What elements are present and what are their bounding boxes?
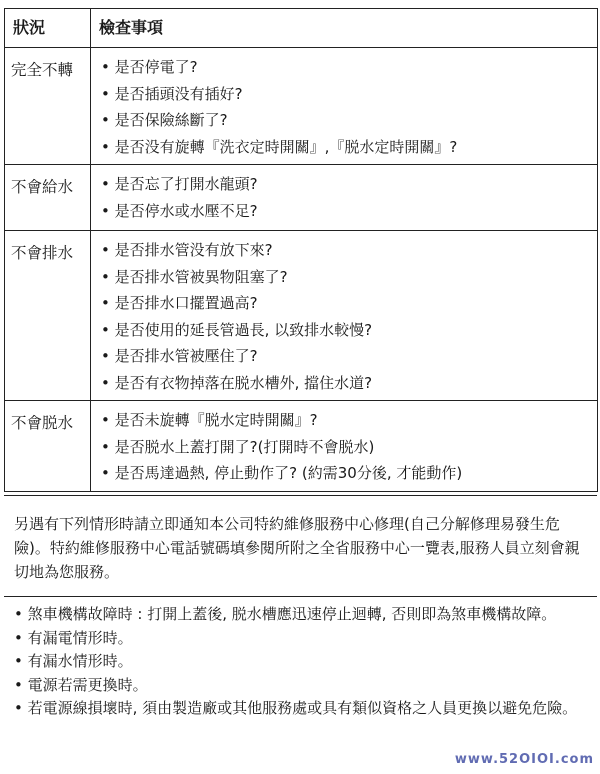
status-cell: 不會排水	[5, 231, 91, 401]
check-item: • 是否排水管没有放下來?	[101, 237, 597, 264]
check-item: • 是否插頭没有插好?	[101, 81, 597, 108]
header-status: 狀況	[5, 9, 91, 48]
list-item: • 有漏電情形時。	[14, 627, 594, 651]
status-cell: 完全不轉	[5, 48, 91, 165]
repair-notice-text: 另遇有下列情形時請立即通知本公司特約維修服務中心修理(自己分解修理易發生危險)。特約維修服務中心電話號碼填參閱所附之全省服務中心一覽表,服務人員立刻會親切地為您服務。	[14, 515, 580, 581]
check-item: • 是否未旋轉『脱水定時開關』?	[101, 407, 597, 434]
check-items-cell	[91, 401, 598, 492]
repair-notice	[4, 495, 597, 584]
check-item: • 是否馬達過熱, 停止動作了? (約需30分後, 才能動作)	[101, 460, 597, 487]
status-cell: 不會給水	[5, 165, 91, 231]
check-item: • 是否排水口擺置過高?	[101, 290, 597, 317]
check-item: • 是否排水管被異物阻塞了?	[101, 264, 597, 291]
check-items-cell	[91, 48, 598, 165]
list-item: • 電源若需更換時。	[14, 674, 594, 698]
check-item: • 是否排水管被壓住了?	[101, 343, 597, 370]
header-check-items: 檢查事項	[91, 9, 598, 48]
check-item: • 是否使用的延長管過長, 以致排水較慢?	[101, 317, 597, 344]
watermark: www.52OIOI.com	[454, 752, 594, 767]
check-items-cell	[91, 165, 598, 231]
check-item: • 是否停水或水壓不足?	[101, 198, 597, 225]
check-items-cell	[91, 231, 598, 401]
check-item: • 是否没有旋轉『洗衣定時開關』,『脱水定時開關』?	[101, 134, 597, 161]
troubleshooting-table	[4, 8, 598, 492]
check-item: • 是否忘了打開水龍頭?	[101, 171, 597, 198]
table-row	[5, 401, 598, 492]
status-cell: 不會脱水	[5, 401, 91, 492]
list-item: • 若電源線損壞時, 須由製造廠或其他服務處或具有類似資格之人員更換以避免危險。	[14, 697, 594, 721]
check-item: • 是否停電了?	[101, 54, 597, 81]
list-item: • 有漏水情形時。	[14, 650, 594, 674]
table-row	[5, 165, 598, 231]
divider	[4, 596, 597, 597]
check-item: • 是否保險絲斷了?	[101, 107, 597, 134]
table-row	[5, 48, 598, 165]
table-header-row	[5, 9, 598, 48]
repair-conditions-list	[14, 603, 594, 721]
check-item: • 是否有衣物掉落在脱水槽外, 擋住水道?	[101, 370, 597, 397]
check-item: • 是否脱水上蓋打開了?(打開時不會脱水)	[101, 434, 597, 461]
list-item: • 煞車機構故障時 : 打開上蓋後, 脱水槽應迅速停止迴轉, 否則即為煞車機構故障。	[14, 603, 594, 627]
table-row	[5, 231, 598, 401]
